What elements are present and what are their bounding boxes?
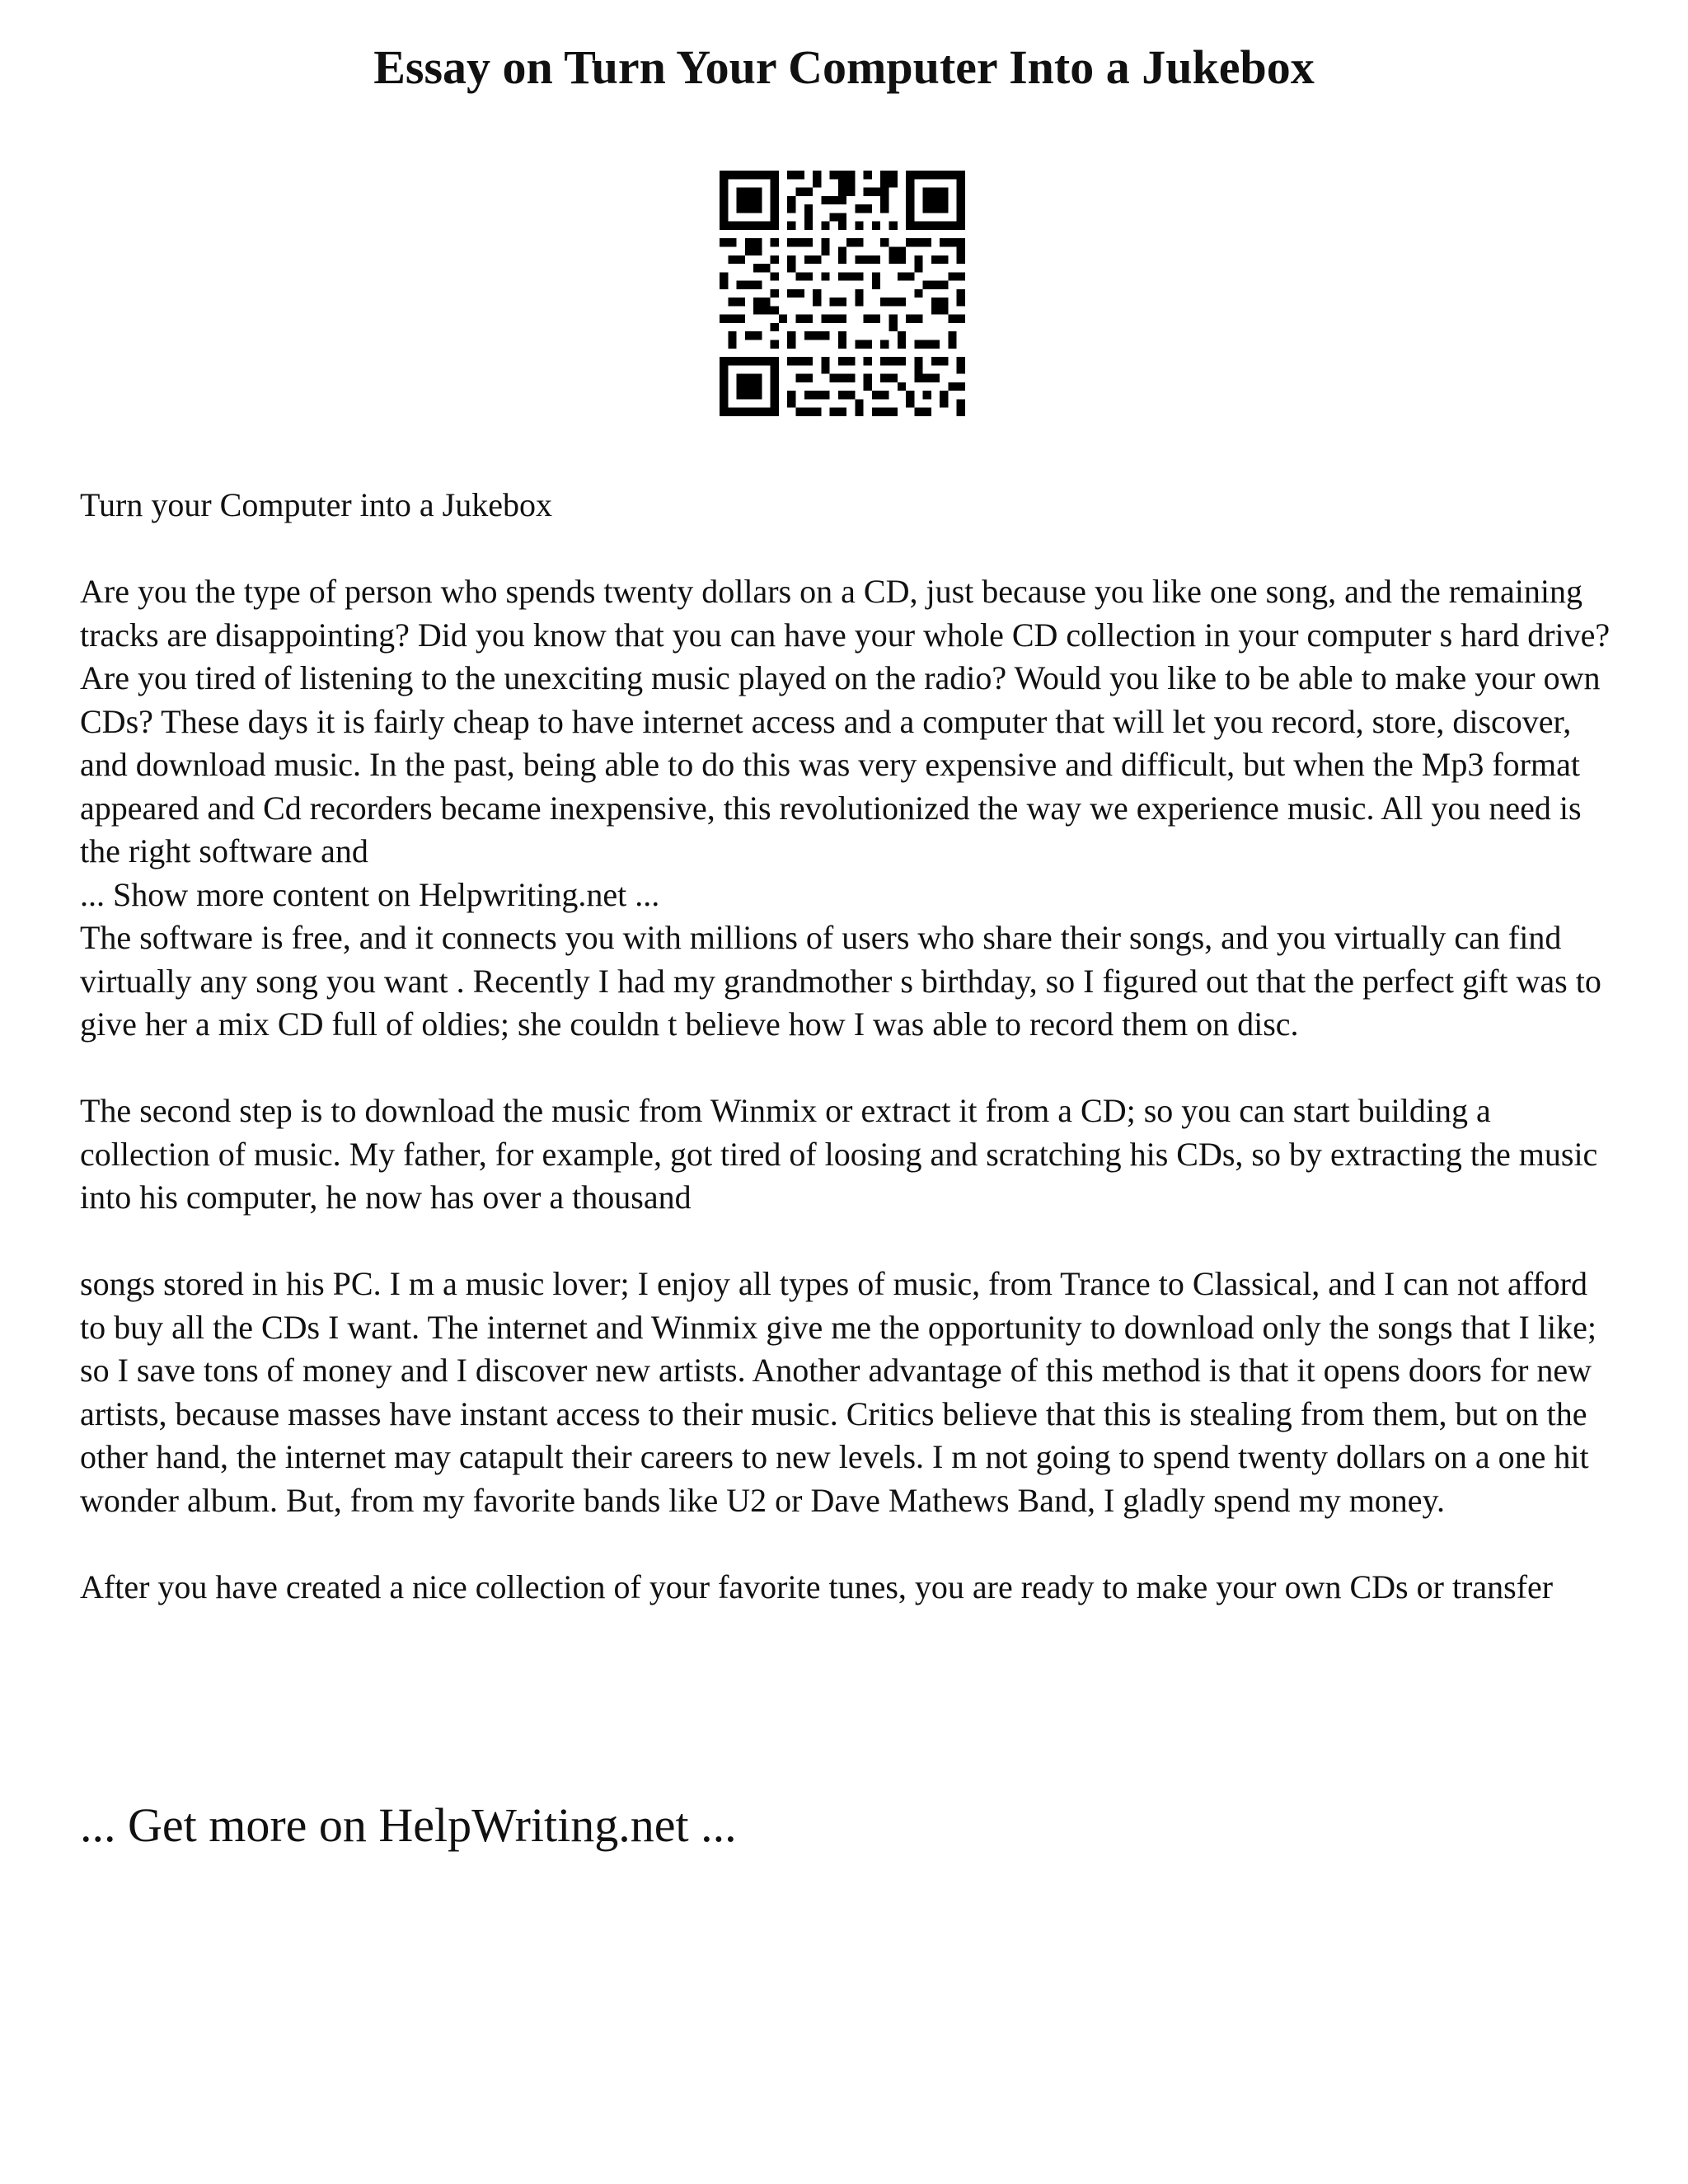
essay-heading: Turn your Computer into a Jukebox: [80, 486, 552, 523]
essay-paragraph-1: Are you the type of person who spends twenty dollars on a CD, just because you like one song, and the remaining tracks are disappointing? Did you know that you can have your whole CD collection in your computer s hard drive? Are you tired of listening to the unexciting music played on the radio? Would you like to be able to make your own CDs? These days it is fairly cheap to have internet access and a computer that will let you record, store, discover, and download music. In the past, being able to do this was very expensive and difficult, but when the Mp3 format appeared and Cd recorders became inexpensive, this revolutionized the way we experience music. All you need is the right software and: [80, 573, 1611, 869]
get-more-link[interactable]: ... Get more on HelpWriting.net ...: [80, 1798, 737, 1852]
document-title: Essay on Turn Your Computer Into a Jukebox: [373, 40, 1315, 94]
show-more-link[interactable]: ... Show more content on Helpwriting.net ...: [80, 875, 660, 913]
essay-paragraph-4: songs stored in his PC. I m a music lover; I enjoy all types of music, from Trance to Classical, and I can not afford to buy all the CDs I want. The internet and Winmix give me the opportunity to download only the songs that I like; so I save tons of money and I discover new artists. Another advantage of this method is that it opens doors for new artists, because masses have instant access to their music. Critics believe that this is stealing from them, but on the other hand, the internet may catapult their careers to new levels. I m not going to spend twenty dollars on a one hit wonder album. But, from my favorite bands like U2 or Dave Mathews Band, I gladly spend my money.: [80, 1265, 1597, 1519]
essay-paragraph-5: After you have created a nice collection of your favorite tunes, you are ready to make your own CDs or transfer: [80, 1568, 1554, 1605]
qr-code-icon: [720, 171, 965, 416]
essay-paragraph-2: The software is free, and it connects you with millions of users who share their songs, and you virtually can find virtually any song you want . Recently I had my grandmother s birthday, so I figured out that the perfect gift was to give her a mix CD full of oldies; she couldn t believe how I was able to record them on disc.: [80, 919, 1601, 1043]
essay-body: [80, 484, 1621, 1609]
essay-paragraph-3: The second step is to download the music from Winmix or extract it from a CD; so you can start building a collection of music. My father, for example, got tired of loosing and scratching his CDs, so by extracting the music into his computer, he now has over a thousand: [80, 1092, 1598, 1216]
